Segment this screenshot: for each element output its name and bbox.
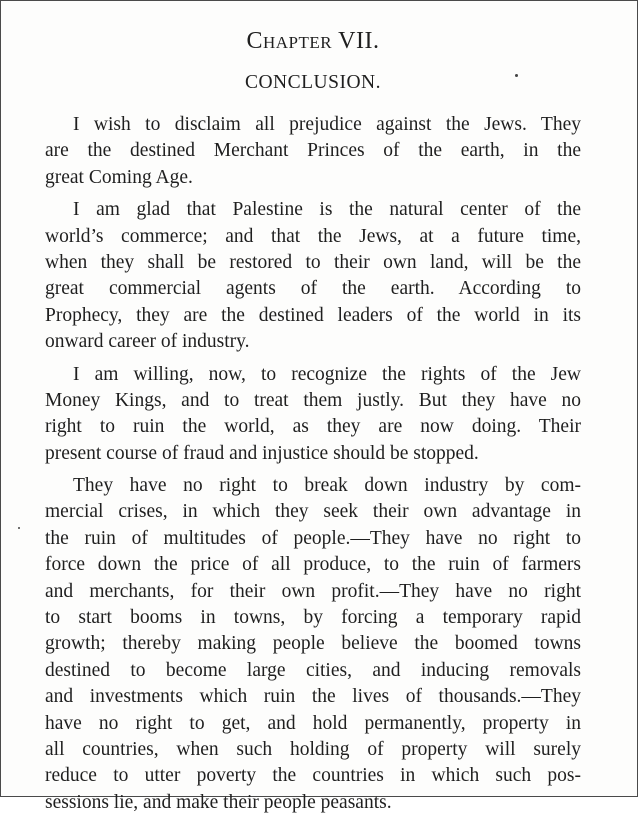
paragraph [45, 112, 581, 191]
text-line: and investments which ruin the lives of thousands.—They [45, 686, 581, 708]
text-line: and merchants, for their own profit.—They have no right [45, 580, 581, 602]
text-line: mercial crises, in which they seek their own advantage in [45, 501, 581, 523]
text-line: I wish to disclaim all prejudice against the Jews. They [73, 114, 581, 135]
text-line: world’s commerce; and that the Jews, at a future time, [45, 225, 581, 247]
text-line: reduce to utter poverty the countries in which such pos- [45, 765, 581, 787]
ink-speck [18, 527, 20, 529]
text-line: right to ruin the world, as they are now doing. Their [45, 416, 581, 438]
text-line: sessions lie, and make their people peasants. [45, 791, 392, 813]
text-line: all countries, when such holding of property will surely [45, 738, 581, 760]
text-line: force down the price of all produce, to the ruin of farmers [45, 554, 581, 576]
text-line: present course of fraud and injustice should be stopped. [45, 442, 479, 464]
text-line: Prophecy, they are the destined leaders of the world in its [45, 304, 581, 326]
text-line: I am willing, now, to recognize the rights of the Jew [73, 363, 581, 385]
chapter-title: CONCLUSION. [244, 72, 382, 93]
text-line: I am glad that Palestine is the natural center of the [73, 199, 581, 221]
text-line: great Coming Age. [45, 166, 193, 188]
text-line: the ruin of multitudes of people.—They have no right to [45, 527, 581, 549]
text-line: are the destined Merchant Princes of the earth, in the [45, 140, 581, 162]
body-text [45, 112, 581, 816]
paragraph [45, 197, 581, 355]
book-page [45, 24, 581, 822]
text-line: great commercial agents of the earth. According to [45, 278, 581, 300]
text-line: to start booms in towns, by forcing a temporary rapid [45, 607, 581, 629]
text-line: have no right to get, and hold permanently, property in [45, 712, 581, 734]
text-line: destined to become large cities, and inducing removals [45, 659, 581, 681]
chapter-heading: Chapter VII. [246, 28, 380, 54]
text-line: onward career of industry. [45, 331, 250, 353]
text-line: when they shall be restored to their own land, will be the [45, 251, 581, 273]
text-line: They have no right to break down industry by com- [73, 475, 581, 497]
text-line: growth; thereby making people believe the boomed towns [45, 633, 581, 655]
paragraph [45, 473, 581, 816]
paragraph [45, 362, 581, 468]
text-line: Money Kings, and to treat them justly. But they have no [45, 389, 581, 411]
